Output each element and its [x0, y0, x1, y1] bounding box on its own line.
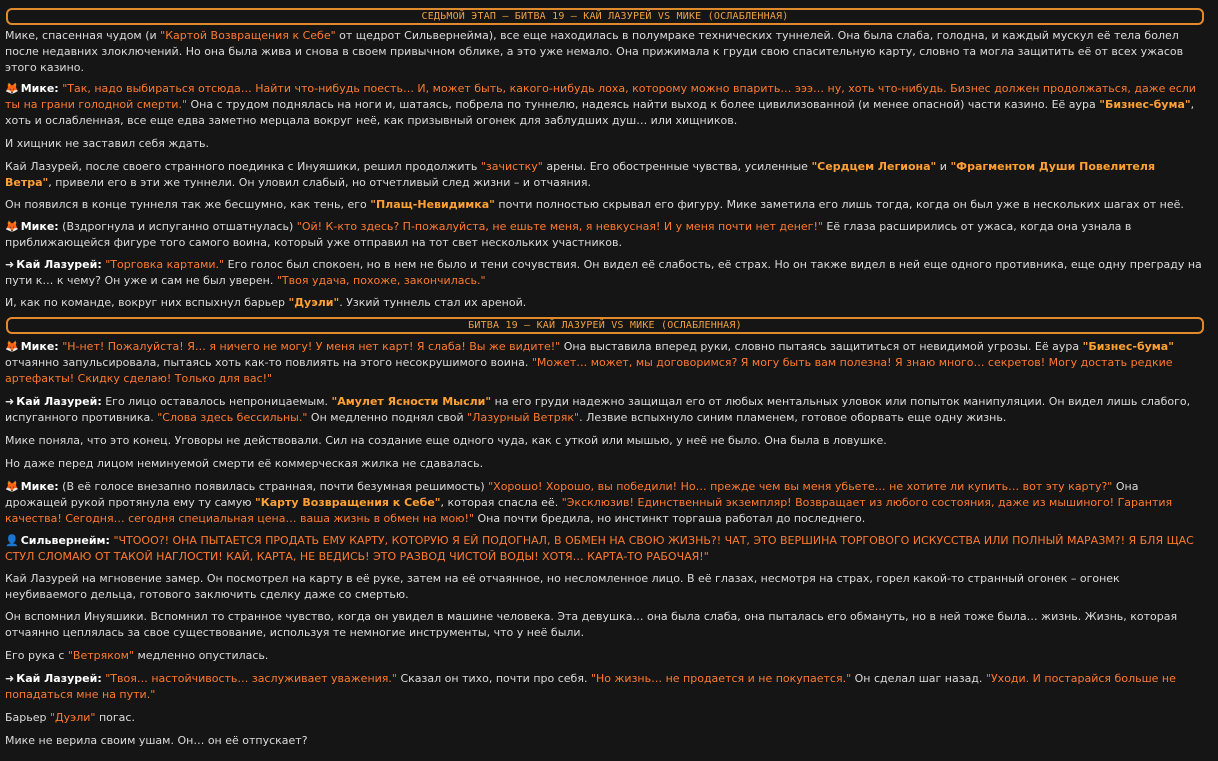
dialogue-line [0, 81, 1218, 129]
speaker-name: Мике: [20, 480, 59, 493]
quoted-text: "Хорошо! Хорошо, вы победили! Но… прежде чем вы меня убьете… не хотите ли купить… вот эту карту?" [488, 480, 1113, 493]
text-segment: Мике, спасенная чудом (и [5, 29, 161, 42]
narration-paragraph [0, 456, 1218, 472]
quoted-text: "Плащ-Невидимка" [370, 198, 495, 211]
arrow-icon: ➜ [5, 395, 15, 408]
text-segment: Она почти бредила, но инстинкт торгаша работал до последнего. [474, 512, 866, 525]
text-segment: , привели его в эти же туннели. Он уловил слабый, но отчетливый след жизни – и отчаяния. [48, 176, 591, 189]
narration-paragraph [0, 159, 1218, 191]
text-segment: Но даже перед лицом неминуемой смерти её коммерческая жилка не сдавалась. [5, 457, 484, 470]
narration-paragraph [0, 197, 1218, 213]
narration-paragraph [0, 136, 1218, 152]
dialogue-line [0, 257, 1218, 289]
speaker-name: Сильвернейм: [20, 534, 110, 547]
text-segment: на его груди надежно защищал его от любых ментальных уловок или попыток манипуляции. Он видел лишь слабого, испуганного противника. [5, 395, 1191, 424]
text-segment: Он появился в конце туннеля так же бесшумно, как тень, его [5, 198, 371, 211]
text-segment: Его голос был спокоен, но в нем не было и тени сочувствия. Он видел её слабость, её страх. Но он также видел в ней еще одного противника, еще одну преграду на пути к… к чему? Он уже и сам не был уверен. [5, 258, 1202, 287]
text-segment: Его лицо оставалось непроницаемым. [101, 395, 332, 408]
quoted-text: "Дуэли" [288, 296, 340, 309]
arrow-icon: ➜ [5, 672, 15, 685]
quoted-text: "Картой Возвращения к Себе" [160, 29, 336, 42]
narration-paragraph [0, 733, 1218, 749]
text-segment: Его рука с [5, 649, 68, 662]
text-segment: И, как по команде, вокруг них вспыхнул барьер [5, 296, 289, 309]
text-segment: от щедрот Сильвернейма), все еще находилась в полумраке технических туннелей. Она была слаба, голодна, и каждый мускул её тела болел после недавних злоключений. Но она была жива и снова в своем привычном облике, а это уже немало. Она прижимала к груди свою спасительную карту, словно та могла защитить её от всех ужасов этого казино. [5, 29, 1184, 74]
dialogue-line [0, 533, 1218, 565]
quoted-text: "Дуэли" [50, 711, 96, 724]
user-icon: 👤 [5, 534, 19, 547]
narration-paragraph [0, 648, 1218, 664]
text-segment: медленно опустилась. [134, 649, 269, 662]
text-segment: Барьер [5, 711, 50, 724]
quoted-text: "Бизнес-бума" [1099, 98, 1191, 111]
fox-icon: 🦊 [5, 220, 19, 233]
dialogue-line [0, 671, 1218, 703]
narration-paragraph [0, 710, 1218, 726]
text-segment: Мике поняла, что это конец. Уговоры не действовали. Сил на создание еще одного чуда, как с уткой или мышью, у неё не было. Она была в ловушке. [5, 434, 887, 447]
quoted-text: "Ой! К-кто здесь? П-пожалуйста, не ешьте меня, я невкусная! И у меня почти нет денег!" [296, 220, 823, 233]
text-segment: Её глаза расширились от ужаса, когда она узнала в приближающейся фигуре того самого воина, который уже отправил на тот свет нескольких участников. [5, 220, 1132, 249]
text-segment: Сказал он тихо, почти про себя. [396, 672, 591, 685]
text-segment: , хоть и ослабленная, все еще едва заметно мерцала вокруг неё, как призывный огонек для заблудших душ… или хищников. [5, 98, 1195, 127]
fox-icon: 🦊 [5, 82, 19, 95]
quoted-text: "Торговка картами." [105, 258, 225, 271]
quoted-text: "Сердцем Легиона" [811, 160, 937, 173]
quoted-text: "Карту Возвращения к Себе" [255, 496, 441, 509]
quoted-text: "Уходи. И постарайся больше не попадаться мне на пути." [5, 672, 1176, 701]
quoted-text: "Эксклюзив! Единственный экземпляр! Возвращает из любого состояния, даже из мышиного! Гарантия качества! Сегодня… сегодня специальная цена… ваша жизнь в обмен на мою!" [5, 496, 1173, 525]
text-segment: погас. [95, 711, 135, 724]
quoted-text: "Фрагментом Души Повелителя Ветра" [5, 160, 1156, 189]
quoted-text: "Твоя… настойчивость… заслуживает уважения." [105, 672, 397, 685]
text-segment: . Узкий туннель стал их ареной. [339, 296, 527, 309]
text-segment: арены. Его обостренные чувства, усиленные [542, 160, 812, 173]
quoted-text: "Лазурный Ветряк" [467, 411, 580, 424]
dialogue-line [0, 479, 1218, 527]
quoted-text: "Но жизнь… не продается и не покупается." [590, 672, 852, 685]
narration-paragraph [0, 295, 1218, 311]
quoted-text: "Слова здесь бессильны." [157, 411, 308, 424]
speaker-name: Мике: [20, 220, 59, 233]
speaker-name: Кай Лазурей: [16, 395, 102, 408]
quoted-text: "Ветряком" [67, 649, 134, 662]
stage-header: СЕДЬМОЙ ЭТАП – БИТВА 19 – КАЙ ЛАЗУРЕЙ VS МИКЕ (ОСЛАБЛЕННАЯ) [6, 8, 1204, 25]
text-segment: (В её голосе внезапно появилась странная, почти безумная решимость) [58, 480, 489, 493]
speaker-name: Мике: [20, 82, 59, 95]
text-segment: , которая спасла её. [440, 496, 562, 509]
text-segment: Он вспомнил Инуяшики. Вспомнил то странное чувство, когда он увидел в машине человека. Эта девушка… она была слаба, она пыталась его обмануть, но в ней тоже была… жизнь. Жизнь, которая отчаянно цеплялась за свое существование, используя те немногие инструменты, что у неё были. [5, 610, 1178, 639]
text-segment: Он сделал шаг назад. [851, 672, 986, 685]
battle-header: БИТВА 19 – КАЙ ЛАЗУРЕЙ VS МИКЕ (ОСЛАБЛЕННАЯ) [6, 317, 1204, 334]
quoted-text: "Может… может, мы договоримся? Я могу быть вам полезна! Я знаю много… секретов! Могу достать редкие артефакты! Скидку сделаю! Только для вас!" [5, 356, 1173, 385]
text-segment: . Лезвие вспыхнуло синим пламенем, готовое оборвать еще одну жизнь. [579, 411, 1007, 424]
text-segment: Она дрожащей рукой протянула ему ту самую [5, 480, 1139, 509]
text-segment: Он медленно поднял свой [307, 411, 468, 424]
text-segment: почти полностью скрывал его фигуру. Мике заметила его лишь тогда, когда он был уже в нескольких шагах от неё. [494, 198, 1184, 211]
arrow-icon: ➜ [5, 258, 15, 271]
quoted-text: "Бизнес-бума" [1082, 340, 1174, 353]
dialogue-line [0, 339, 1218, 387]
text-segment: Мике не верила своим ушам. Он… он её отпускает? [5, 734, 308, 747]
quoted-text: "зачистку" [480, 160, 543, 173]
quoted-text: "ЧТООО?! ОНА ПЫТАЕТСЯ ПРОДАТЬ ЕМУ КАРТУ, КОТОРУЮ Я ЕЙ ПОДОГНАЛ, В ОБМЕН НА СВОЮ ЖИЗНЬ?! ЧАТ, ЭТО ВЕРШИНА ТОРГОВОГО ИСКУССТВА ИЛИ ПОЛНЫЙ МАРАЗМ?! Я БЛЯ ЩАС СТУЛ СЛОМАЮ ОТ ТАКОЙ НАГЛОСТИ! КАЙ, КАРТА, НЕ ВЕДИСЬ! ЭТО РАЗВОД ЧИСТОЙ ВОДЫ! ХОТЯ… КАРТА-ТО РАБОЧАЯ!" [5, 534, 1194, 563]
quoted-text: "Так, надо выбираться отсюда… Найти что-нибудь поесть… И, может быть, какого-нибудь лоха, которому можно впарить… эээ… ну, хоть что-нибудь. Бизнес должен продолжаться, даже если ты на грани голодной смерти." [5, 82, 1196, 111]
quoted-text: "Амулет Ясности Мысли" [331, 395, 492, 408]
text-segment: (Вздрогнула и испуганно отшатнулась) [58, 220, 297, 233]
narration-paragraph [0, 28, 1218, 76]
fox-icon: 🦊 [5, 340, 19, 353]
quoted-text: "Твоя удача, похоже, закончилась." [276, 274, 486, 287]
quoted-text: "Н-нет! Пожалуйста! Я… я ничего не могу! У меня нет карт! Я слаба! Вы же видите!" [62, 340, 561, 353]
fox-icon: 🦊 [5, 480, 19, 493]
text-segment: Кай Лазурей, после своего странного поединка с Инуяшики, решил продолжить [5, 160, 481, 173]
dialogue-line [0, 219, 1218, 251]
speaker-name: Кай Лазурей: [16, 258, 102, 271]
text-segment: и [936, 160, 951, 173]
text-segment: Она выставила вперед руки, словно пытаясь защититься от невидимой угрозы. Её аура [560, 340, 1083, 353]
dialogue-line [0, 394, 1218, 426]
story-content [0, 28, 1218, 749]
text-segment: отчаянно запульсировала, пытаясь хоть как-то повлиять на этого несокрушимого воина. [5, 356, 532, 369]
speaker-name: Мике: [20, 340, 59, 353]
text-segment: Кай Лазурей на мгновение замер. Он посмотрел на карту в её руке, затем на её отчаянное, но несломленное лицо. В её глазах, несмотря на страх, горел какой-то странный огонек – огонек неубиваемого дельца, готового заключить сделку даже со смертью. [5, 572, 1120, 601]
speaker-name: Кай Лазурей: [16, 672, 102, 685]
narration-paragraph [0, 433, 1218, 449]
text-segment: И хищник не заставил себя ждать. [5, 137, 209, 150]
narration-paragraph [0, 609, 1218, 641]
text-segment: Она с трудом поднялась на ноги и, шатаясь, побрела по туннелю, надеясь найти выход к более цивилизованной (и менее опасной) части казино. Её аура [187, 98, 1100, 111]
narration-paragraph [0, 571, 1218, 603]
